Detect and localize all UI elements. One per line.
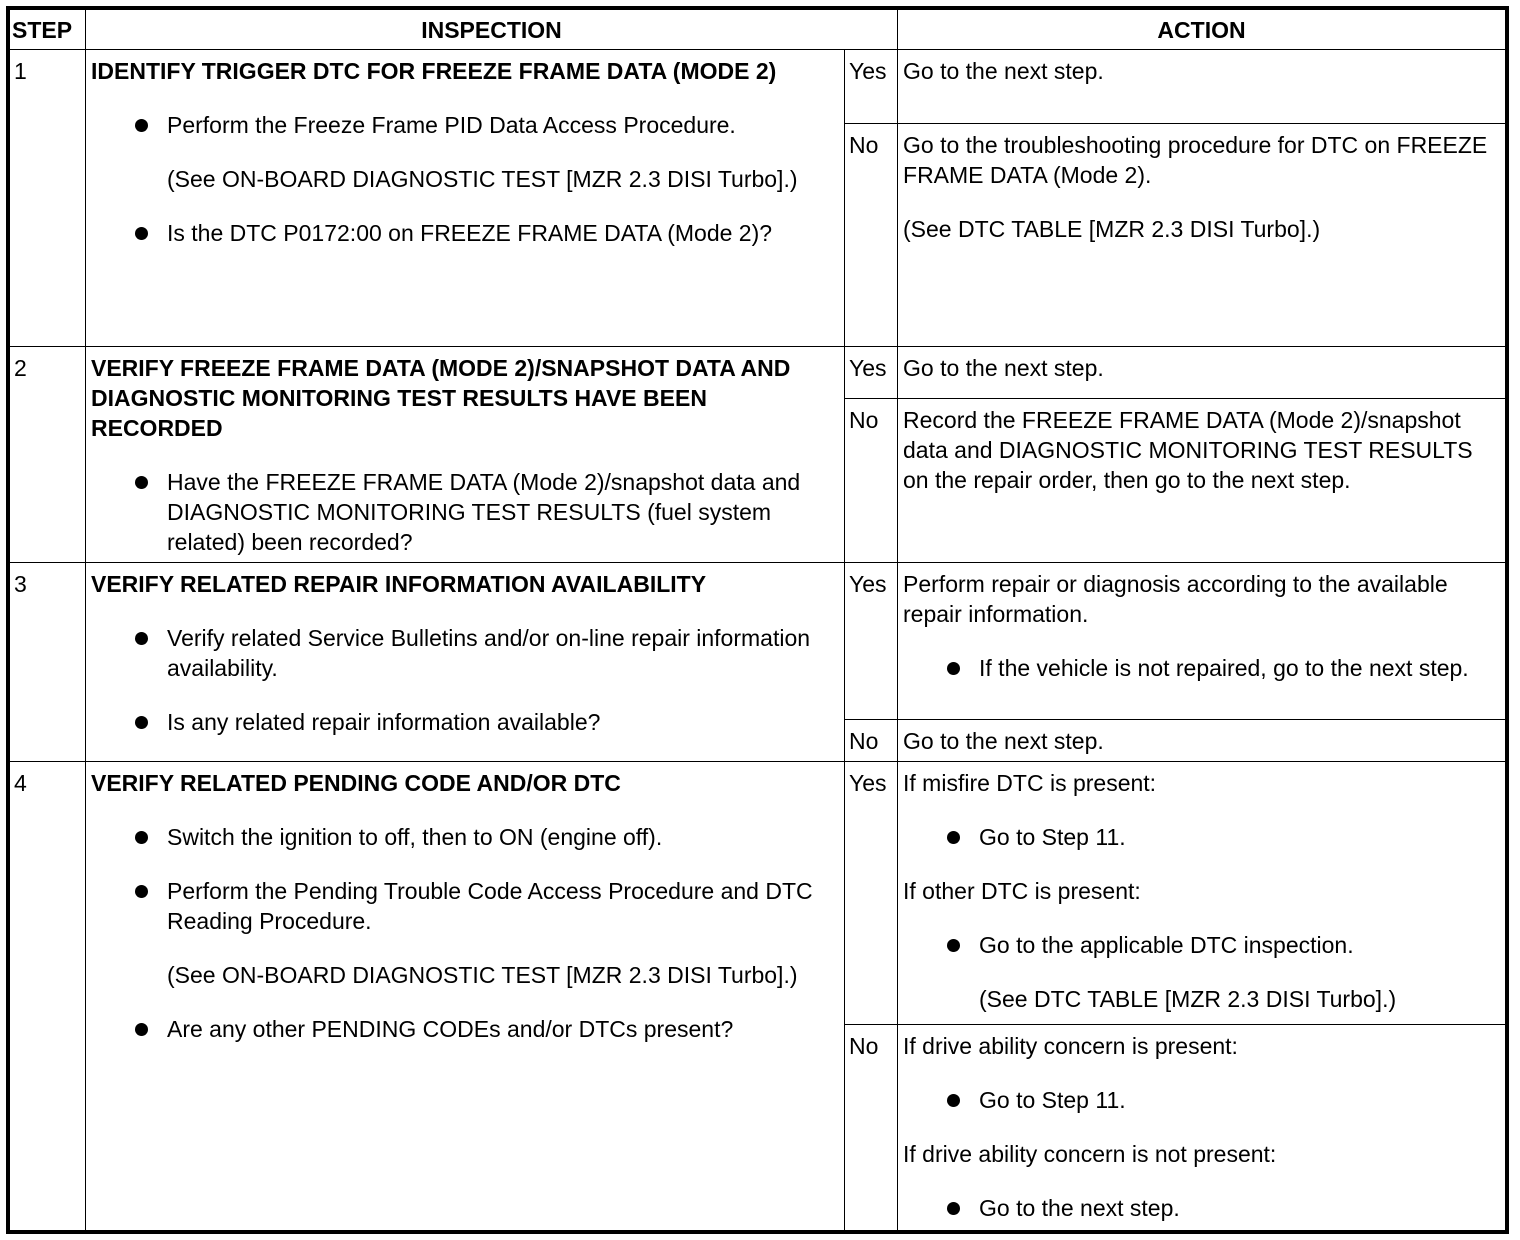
header-row [10, 10, 1506, 50]
bullet-item: Have the FREEZE FRAME DATA (Mode 2)/snapshot data and DIAGNOSTIC MONITORING TEST RESULTS (fuel system related) been recorded? [91, 467, 834, 557]
step-title: VERIFY RELATED PENDING CODE AND/OR DTC [91, 770, 621, 796]
bullet-item: Are any other PENDING CODEs and/or DTCs present? [91, 1014, 834, 1044]
reference-text: (See DTC TABLE [MZR 2.3 DISI Turbo].) [979, 986, 1397, 1012]
yes-label: Yes [845, 347, 898, 399]
bullet-item: Perform the Pending Trouble Code Access Procedure and DTC Reading Procedure. [91, 876, 834, 936]
yes-action: Go to the next step. [898, 50, 1506, 124]
no-label: No [845, 1025, 898, 1231]
inspection-table [9, 9, 1506, 1231]
reference-text: (See DTC TABLE [MZR 2.3 DISI Turbo].) [903, 216, 1321, 242]
step-1-row-yes [10, 50, 1506, 124]
condition-text: If misfire DTC is present: [903, 770, 1157, 796]
yes-action: Go to the next step. [898, 347, 1506, 399]
step-number: 3 [10, 563, 86, 762]
step-number: 2 [10, 347, 86, 563]
action-header: ACTION [898, 10, 1506, 50]
step-title: VERIFY FREEZE FRAME DATA (MODE 2)/SNAPSHOT DATA AND DIAGNOSTIC MONITORING TEST RESULTS HAVE BEEN RECORDED [91, 355, 791, 441]
bullet-item: Switch the ignition to off, then to ON (engine off). [91, 822, 834, 852]
yes-label: Yes [845, 563, 898, 720]
inspection-table-page [6, 6, 1509, 1234]
no-label: No [845, 399, 898, 563]
condition-text: If drive ability concern is not present: [903, 1141, 1277, 1167]
no-action-cell [898, 1025, 1506, 1231]
condition-text: If other DTC is present: [903, 878, 1141, 904]
yes-label: Yes [845, 50, 898, 124]
bullet-item: Verify related Service Bulletins and/or on-line repair information availability. [91, 623, 834, 683]
no-action: Go to the troubleshooting procedure for DTC on FREEZE FRAME DATA (Mode 2). [903, 132, 1488, 188]
step-number: 1 [10, 50, 86, 347]
step-4-row-yes [10, 762, 1506, 1025]
reference-text: (See ON-BOARD DIAGNOSTIC TEST [MZR 2.3 DISI Turbo].) [167, 962, 798, 988]
no-label: No [845, 720, 898, 762]
step-number: 4 [10, 762, 86, 1231]
bullet-item: Go to the next step. [903, 1193, 1497, 1223]
no-action: Record the FREEZE FRAME DATA (Mode 2)/snapshot data and DIAGNOSTIC MONITORING TEST RESULTS on the repair order, then go to the next step. [898, 399, 1506, 563]
step-title: IDENTIFY TRIGGER DTC FOR FREEZE FRAME DATA (MODE 2) [91, 58, 777, 84]
step-title: VERIFY RELATED REPAIR INFORMATION AVAILABILITY [91, 571, 707, 597]
step-3-row-yes [10, 563, 1506, 720]
step-2-inspection [86, 347, 845, 563]
step-4-inspection [86, 762, 845, 1231]
bullet-item: Go to Step 11. [903, 1085, 1497, 1115]
bullet-item: If the vehicle is not repaired, go to the next step. [903, 653, 1497, 683]
reference-text: (See ON-BOARD DIAGNOSTIC TEST [MZR 2.3 DISI Turbo].) [167, 166, 798, 192]
bullet-item: Is any related repair information available? [91, 707, 834, 737]
bullet-item: Is the DTC P0172:00 on FREEZE FRAME DATA (Mode 2)? [91, 218, 834, 248]
inspection-header: INSPECTION [86, 10, 898, 50]
no-action: Go to the next step. [898, 720, 1506, 762]
step-header: STEP [10, 10, 86, 50]
step-3-inspection [86, 563, 845, 762]
no-label: No [845, 124, 898, 347]
yes-action: Perform repair or diagnosis according to the available repair information. [903, 571, 1448, 627]
yes-action-cell [898, 762, 1506, 1025]
yes-action-cell [898, 563, 1506, 720]
bullet-item: Go to the applicable DTC inspection. [903, 930, 1497, 960]
step-2-row-yes [10, 347, 1506, 399]
bullet-item: Perform the Freeze Frame PID Data Access Procedure. [91, 110, 834, 140]
bullet-item: Go to Step 11. [903, 822, 1497, 852]
yes-label: Yes [845, 762, 898, 1025]
step-1-inspection [86, 50, 845, 347]
condition-text: If drive ability concern is present: [903, 1033, 1238, 1059]
no-action-cell [898, 124, 1506, 347]
